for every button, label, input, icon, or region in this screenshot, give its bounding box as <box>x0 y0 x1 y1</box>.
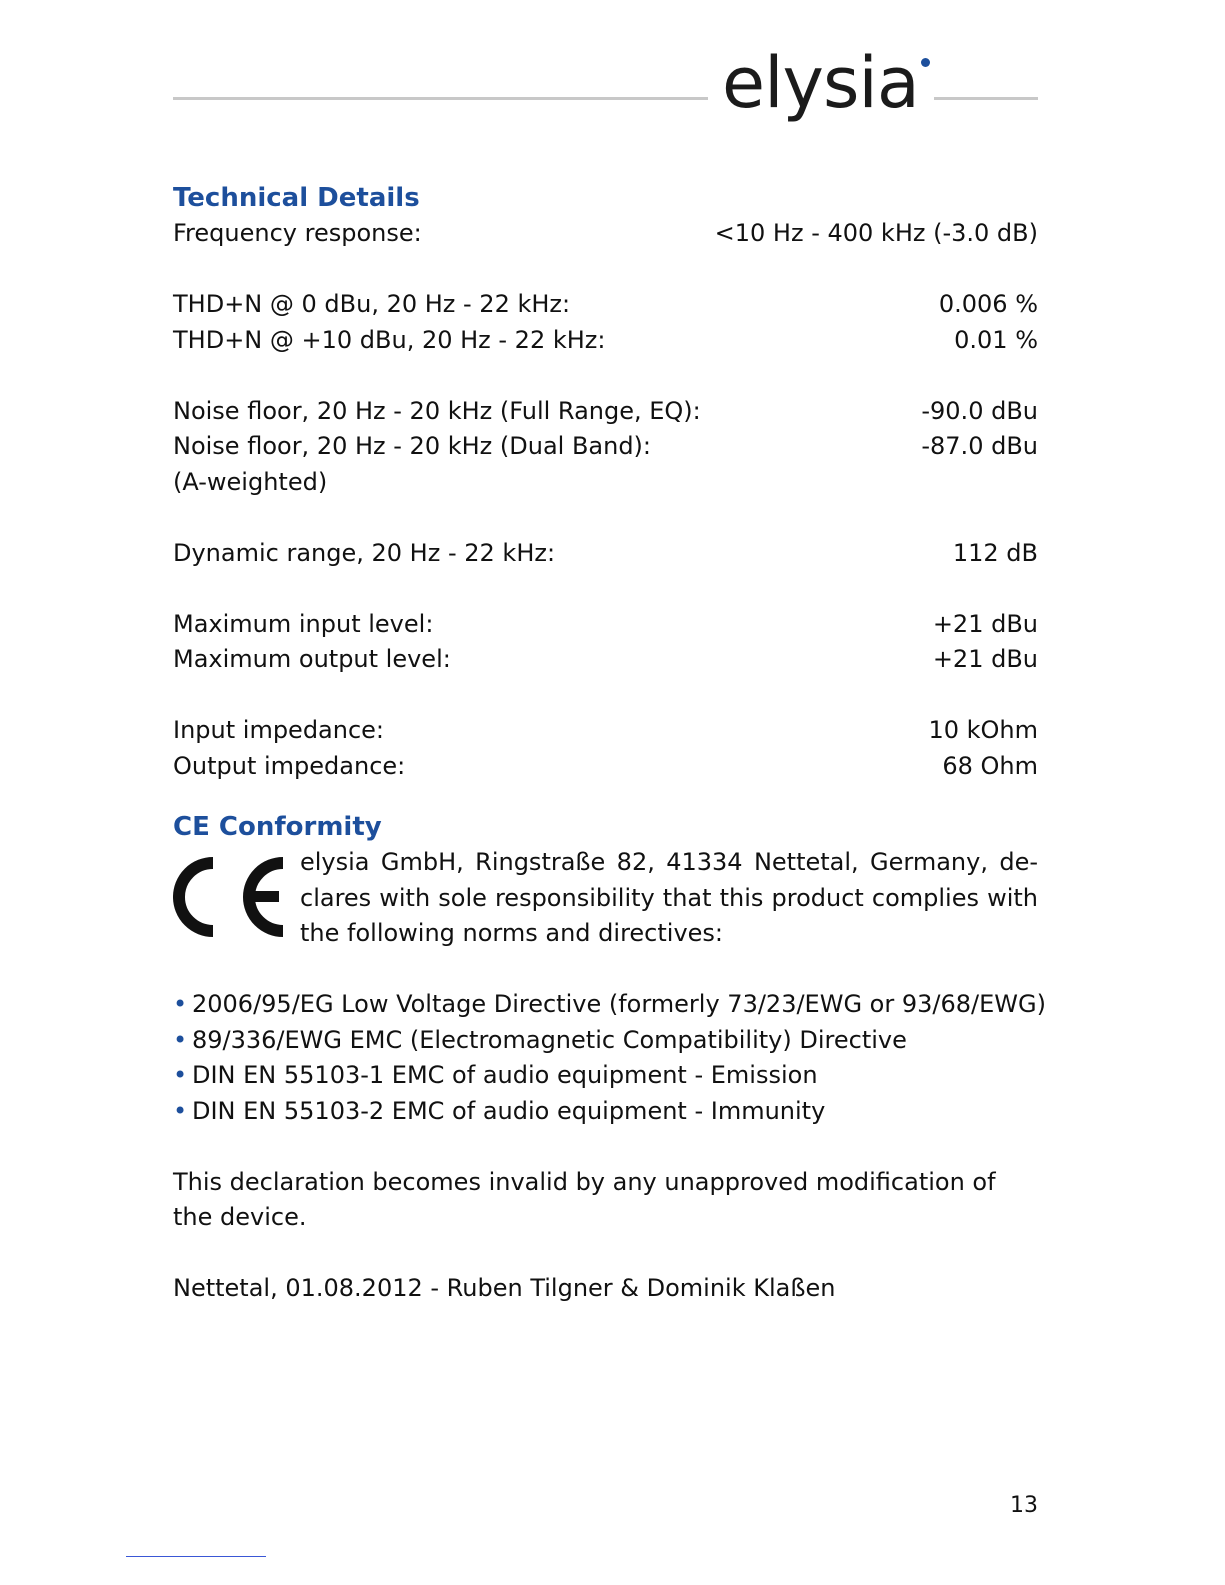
elysia-logo: elysia <box>722 42 919 124</box>
page-number: 13 <box>1010 1493 1038 1518</box>
header-rule-right <box>934 97 1038 100</box>
spec-label: THD+N @ 0 dBu, 20 Hz - 22 kHz: <box>173 290 571 318</box>
directive-text: DIN EN 55103-2 EMC of audio equipment - Immunity <box>192 1096 826 1125</box>
spec-list <box>173 216 1038 784</box>
spec-label: Input impedance: <box>173 716 385 744</box>
bullet-icon: • <box>173 1061 188 1089</box>
spec-row <box>173 465 1038 501</box>
spec-label: Frequency response: <box>173 219 422 247</box>
directive-item <box>173 1094 1038 1130</box>
spec-value: 0.01 % <box>954 325 1038 354</box>
spec-row <box>173 607 1038 643</box>
directive-text: 2006/95/EG Low Voltage Directive (formerly 73/23/EWG or 93/68/EWG) <box>192 990 1046 1018</box>
spec-row <box>173 429 1038 465</box>
spec-row <box>173 394 1038 430</box>
ce-block <box>173 845 1038 951</box>
directive-item <box>173 987 1046 1023</box>
spec-label: Output impedance: <box>173 751 406 780</box>
bullet-icon: • <box>173 1025 188 1054</box>
signature-line: Nettetal, 01.08.2012 - Ruben Tilgner & Dominik Klaßen <box>173 1274 836 1302</box>
spec-row <box>173 216 1038 252</box>
technical-details-heading: Technical Details <box>173 183 420 213</box>
logo-dot <box>921 58 930 67</box>
directive-text: DIN EN 55103-1 EMC of audio equipment - Emission <box>192 1061 818 1089</box>
ce-mark-icon <box>173 857 291 937</box>
spec-label: Maximum output level: <box>173 645 451 673</box>
spec-value: <10 Hz - 400 kHz (-3.0 dB) <box>714 219 1038 247</box>
spec-label: Noise floor, 20 Hz - 20 kHz (Full Range, EQ): <box>173 396 701 425</box>
ce-statement: elysia GmbH, Ringstraße 82, 41334 Nettetal, Germany, de-clares with sole responsibility that this product complies with the following norms and directives: <box>300 848 1038 947</box>
ce-conformity-heading: CE Conformity <box>173 812 382 842</box>
bullet-icon: • <box>173 1096 188 1125</box>
directive-item <box>173 1058 1038 1094</box>
header-rule-left <box>173 97 708 100</box>
spec-row <box>173 536 1038 572</box>
directive-item <box>173 1023 1038 1059</box>
bullet-icon: • <box>173 990 188 1018</box>
spec-value: +21 dBu <box>932 645 1038 673</box>
page-content <box>173 180 1046 1307</box>
spec-value: +21 dBu <box>932 609 1038 638</box>
invalidation-note: This declaration becomes invalid by any unapproved modification of the device. <box>173 1167 996 1231</box>
spec-value: -90.0 dBu <box>921 396 1038 425</box>
spec-label: (A-weighted) <box>173 467 328 496</box>
directive-text: 89/336/EWG EMC (Electromagnetic Compatibility) Directive <box>192 1025 907 1054</box>
spec-label: Noise floor, 20 Hz - 20 kHz (Dual Band): <box>173 432 652 460</box>
spec-value: -87.0 dBu <box>921 432 1038 460</box>
directive-list <box>173 987 1046 1129</box>
spec-row <box>173 749 1038 785</box>
spec-value: 112 dB <box>952 538 1038 567</box>
spec-row <box>173 287 1038 323</box>
spec-value: 10 kOhm <box>928 716 1038 744</box>
spec-label: Maximum input level: <box>173 609 434 638</box>
spec-value: 68 Ohm <box>942 751 1038 780</box>
spec-row <box>173 642 1038 678</box>
spec-row <box>173 713 1038 749</box>
spec-label: Dynamic range, 20 Hz - 22 kHz: <box>173 538 556 567</box>
footer-link-line <box>126 1556 266 1557</box>
spec-row <box>173 323 1038 359</box>
spec-value: 0.006 % <box>938 290 1038 318</box>
spec-label: THD+N @ +10 dBu, 20 Hz - 22 kHz: <box>173 325 606 354</box>
